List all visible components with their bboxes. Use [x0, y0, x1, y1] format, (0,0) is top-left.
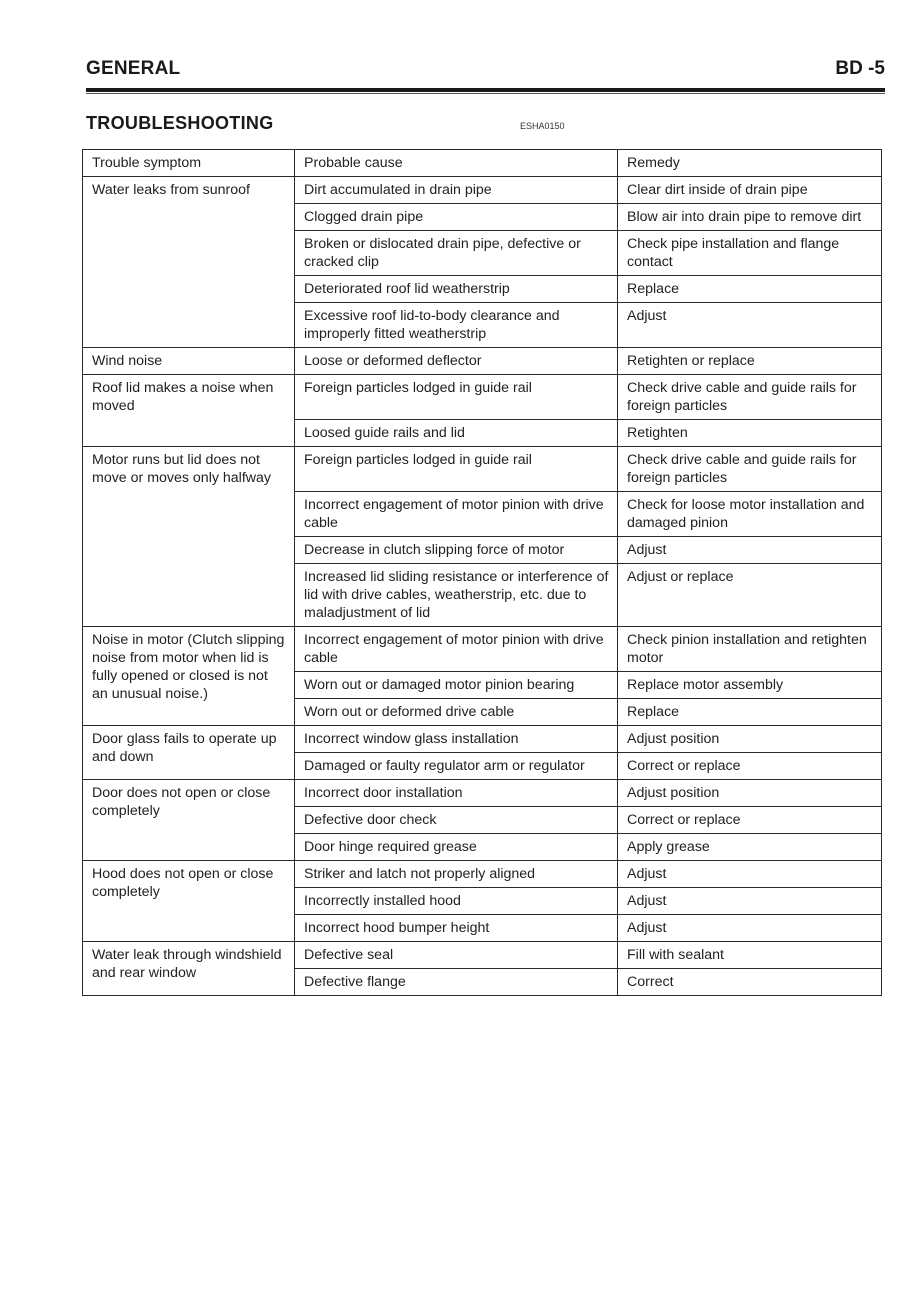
symptom-cell: Water leaks from sunroof [83, 177, 295, 348]
remedy-cell: Fill with sealant [618, 942, 882, 969]
remedy-cell: Adjust [618, 303, 882, 348]
cause-cell: Deteriorated roof lid weatherstrip [295, 276, 618, 303]
page-header-section: GENERAL [86, 58, 181, 79]
table-row [83, 861, 882, 888]
header-cell-remedy: Remedy [618, 150, 882, 177]
cause-cell: Foreign particles lodged in guide rail [295, 447, 618, 492]
remedy-cell: Adjust [618, 888, 882, 915]
cause-cell: Damaged or faulty regulator arm or regulator [295, 753, 618, 780]
cause-cell: Striker and latch not properly aligned [295, 861, 618, 888]
section-title: TROUBLESHOOTING [86, 113, 274, 133]
troubleshooting-table [82, 149, 882, 996]
header-cell-cause: Probable cause [295, 150, 618, 177]
remedy-cell: Check drive cable and guide rails for foreign particles [618, 375, 882, 420]
header-rule-thin [86, 93, 885, 94]
cause-cell: Worn out or deformed drive cable [295, 699, 618, 726]
table-row [83, 447, 882, 492]
table-header-row [83, 150, 882, 177]
remedy-cell: Adjust position [618, 726, 882, 753]
cause-cell: Loose or deformed deflector [295, 348, 618, 375]
cause-cell: Defective door check [295, 807, 618, 834]
remedy-cell: Adjust or replace [618, 564, 882, 627]
cause-cell: Loosed guide rails and lid [295, 420, 618, 447]
table-row [83, 780, 882, 807]
symptom-cell: Motor runs but lid does not move or moves only halfway [83, 447, 295, 627]
header-cell-symptom: Trouble symptom [83, 150, 295, 177]
cause-cell: Increased lid sliding resistance or interference of lid with drive cables, weatherstrip, etc. due to maladjustment of lid [295, 564, 618, 627]
remedy-cell: Apply grease [618, 834, 882, 861]
cause-cell: Incorrect engagement of motor pinion with drive cable [295, 492, 618, 537]
cause-cell: Foreign particles lodged in guide rail [295, 375, 618, 420]
remedy-cell: Adjust [618, 537, 882, 564]
remedy-cell: Retighten [618, 420, 882, 447]
remedy-cell: Check pinion installation and retighten motor [618, 627, 882, 672]
table-body [83, 177, 882, 996]
cause-cell: Incorrect window glass installation [295, 726, 618, 753]
remedy-cell: Adjust position [618, 780, 882, 807]
cause-cell: Excessive roof lid-to-body clearance and improperly fitted weatherstrip [295, 303, 618, 348]
cause-cell: Incorrect engagement of motor pinion with drive cable [295, 627, 618, 672]
remedy-cell: Check pipe installation and flange contact [618, 231, 882, 276]
cause-cell: Worn out or damaged motor pinion bearing [295, 672, 618, 699]
remedy-cell: Replace [618, 699, 882, 726]
symptom-cell: Water leak through windshield and rear window [83, 942, 295, 996]
table-row [83, 375, 882, 420]
remedy-cell: Correct or replace [618, 753, 882, 780]
remedy-cell: Adjust [618, 861, 882, 888]
remedy-cell: Adjust [618, 915, 882, 942]
cause-cell: Incorrect hood bumper height [295, 915, 618, 942]
remedy-cell: Check drive cable and guide rails for foreign particles [618, 447, 882, 492]
table-row [83, 177, 882, 204]
remedy-cell: Correct [618, 969, 882, 996]
cause-cell: Dirt accumulated in drain pipe [295, 177, 618, 204]
table-row [83, 348, 882, 375]
symptom-cell: Door does not open or close completely [83, 780, 295, 861]
cause-cell: Door hinge required grease [295, 834, 618, 861]
cause-cell: Broken or dislocated drain pipe, defective or cracked clip [295, 231, 618, 276]
cause-cell: Incorrectly installed hood [295, 888, 618, 915]
table-row [83, 942, 882, 969]
remedy-cell: Correct or replace [618, 807, 882, 834]
remedy-cell: Retighten or replace [618, 348, 882, 375]
symptom-cell: Wind noise [83, 348, 295, 375]
symptom-cell: Roof lid makes a noise when moved [83, 375, 295, 447]
remedy-cell: Replace motor assembly [618, 672, 882, 699]
cause-cell: Defective seal [295, 942, 618, 969]
symptom-cell: Noise in motor (Clutch slipping noise from motor when lid is fully opened or closed is not an unusual noise.) [83, 627, 295, 726]
table-row [83, 627, 882, 672]
remedy-cell: Check for loose motor installation and damaged pinion [618, 492, 882, 537]
remedy-cell: Clear dirt inside of drain pipe [618, 177, 882, 204]
table-row [83, 726, 882, 753]
page-number: BD -5 [835, 58, 885, 79]
symptom-cell: Hood does not open or close completely [83, 861, 295, 942]
section-code: ESHA0150 [520, 121, 565, 131]
cause-cell: Defective flange [295, 969, 618, 996]
cause-cell: Decrease in clutch slipping force of motor [295, 537, 618, 564]
remedy-cell: Blow air into drain pipe to remove dirt [618, 204, 882, 231]
cause-cell: Incorrect door installation [295, 780, 618, 807]
remedy-cell: Replace [618, 276, 882, 303]
header-rule [86, 88, 885, 92]
cause-cell: Clogged drain pipe [295, 204, 618, 231]
symptom-cell: Door glass fails to operate up and down [83, 726, 295, 780]
